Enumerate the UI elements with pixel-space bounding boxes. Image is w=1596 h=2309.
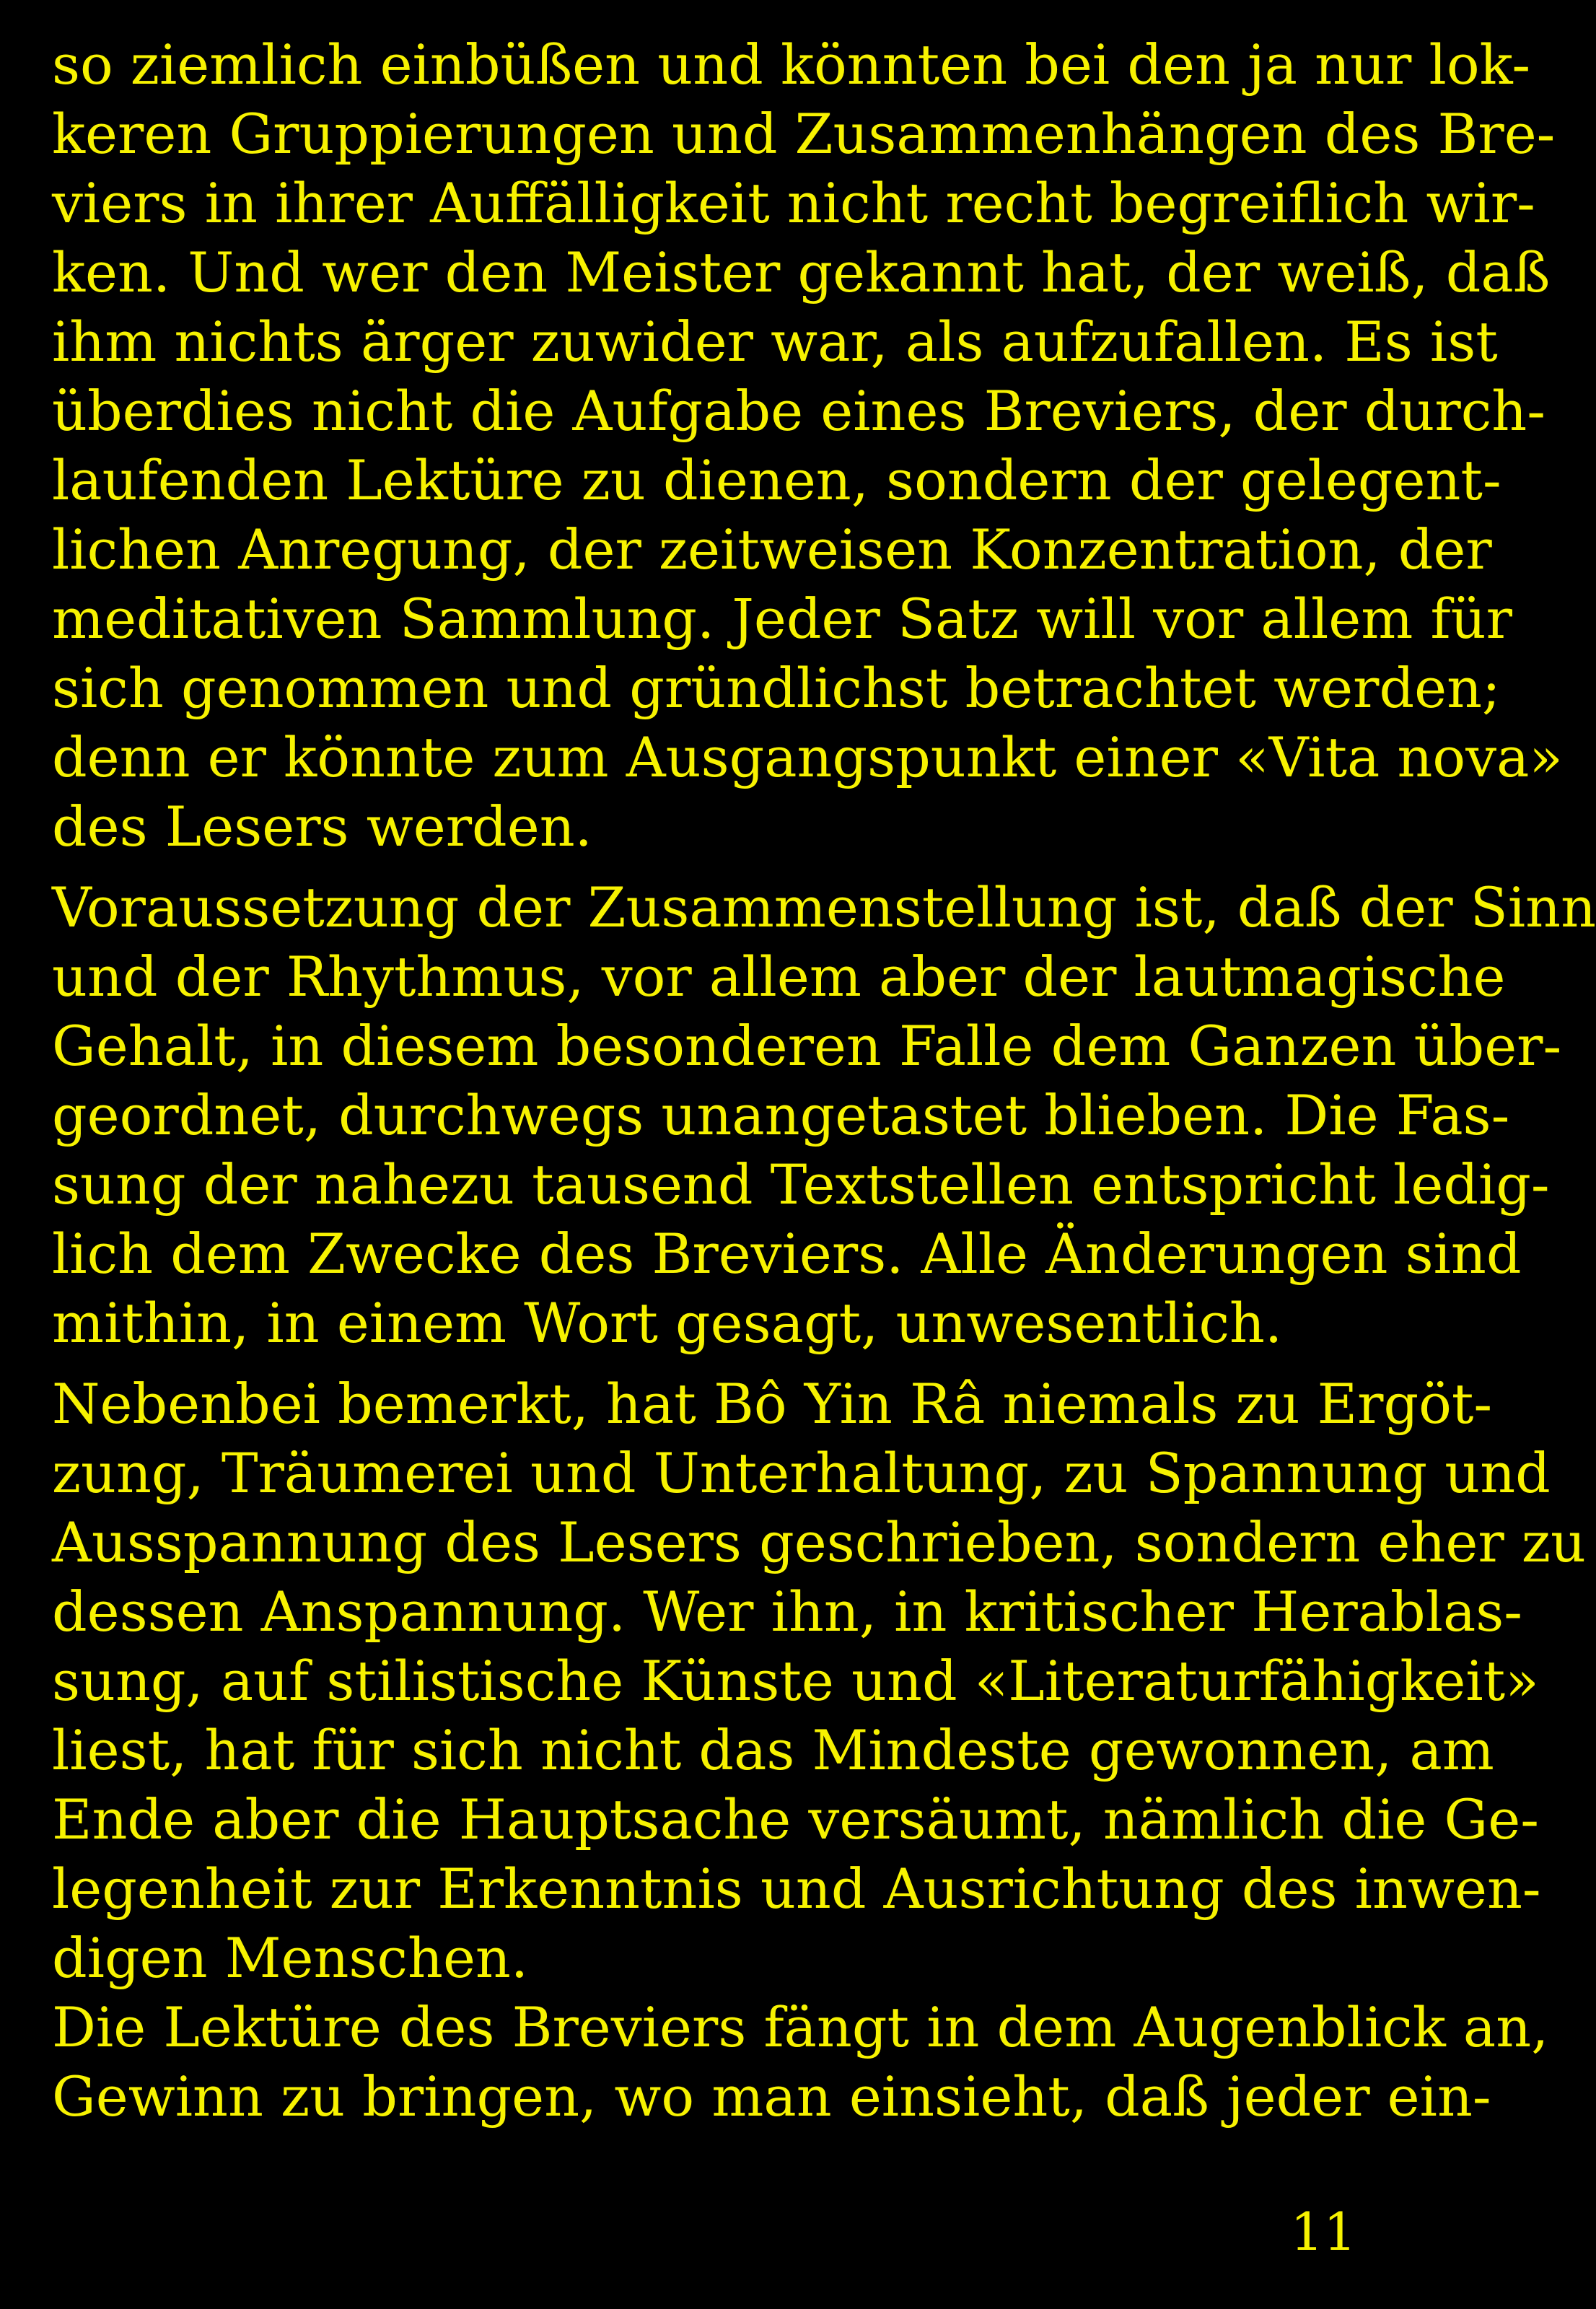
text-line: sung, auf stilistische Künste und «Literaturfähigkeit» bbox=[52, 1649, 1539, 1713]
text-line: und der Rhythmus, vor allem aber der lautmagische bbox=[52, 945, 1506, 1009]
text-line: keren Gruppierungen und Zusammenhängen des Bre- bbox=[52, 102, 1556, 166]
text-line: sich genommen und gründlichst betrachtet werden; bbox=[52, 656, 1501, 720]
text-line: ihm nichts ärger zuwider war, als aufzufallen. Es ist bbox=[52, 310, 1498, 374]
text-line: Gewinn zu bringen, wo man einsieht, daß jeder ein- bbox=[52, 2064, 1491, 2129]
text-line: viers in ihrer Auffälligkeit nicht recht begreiflich wir- bbox=[52, 171, 1535, 235]
text-line: Ausspannung des Lesers geschrieben, sondern eher zu bbox=[52, 1510, 1586, 1574]
text-line: zung, Träumerei und Unterhaltung, zu Spannung und bbox=[52, 1441, 1551, 1505]
page-number: 11 bbox=[1290, 2201, 1356, 2262]
text-line: Voraussetzung der Zusammenstellung ist, daß der Sinn bbox=[52, 875, 1596, 939]
text-line: ken. Und wer den Meister gekannt hat, der weiß, daß bbox=[52, 240, 1551, 304]
text-line: so ziemlich einbüßen und könnten bei den ja nur lok- bbox=[52, 32, 1530, 97]
text-line: Die Lektüre des Breviers fängt in dem Augenblick an, bbox=[52, 1995, 1549, 2059]
text-line: meditativen Sammlung. Jeder Satz will vor allem für bbox=[52, 587, 1512, 651]
text-line: lich dem Zwecke des Breviers. Alle Änderungen sind bbox=[52, 1222, 1522, 1286]
text-line: Ende aber die Hauptsache versäumt, nämlich die Ge- bbox=[52, 1787, 1539, 1852]
text-line: des Lesers werden. bbox=[52, 794, 592, 859]
text-line: dessen Anspannung. Wer ihn, in kritischer Herablas- bbox=[52, 1580, 1522, 1644]
text-line: sung der nahezu tausend Textstellen entspricht ledig- bbox=[52, 1152, 1550, 1217]
text-line: laufenden Lektüre zu dienen, sondern der gelegent- bbox=[52, 448, 1501, 512]
text-line: liest, hat für sich nicht das Mindeste gewonnen, am bbox=[52, 1718, 1494, 1782]
text-line: digen Menschen. bbox=[52, 1926, 529, 1990]
text-line: Nebenbei bemerkt, hat Bô Yin Râ niemals zu Ergöt- bbox=[52, 1372, 1493, 1436]
text-line: überdies nicht die Aufgabe eines Breviers, der durch- bbox=[52, 379, 1545, 443]
text-line: geordnet, durchwegs unangetastet blieben. Die Fas- bbox=[52, 1083, 1510, 1147]
text-line: denn er könnte zum Ausgangspunkt einer «Vita nova» bbox=[52, 725, 1563, 789]
text-line: legenheit zur Erkenntnis und Ausrichtung des inwen- bbox=[52, 1857, 1541, 1921]
text-line: Gehalt, in diesem besonderen Falle dem Ganzen über- bbox=[52, 1014, 1562, 1078]
text-line: lichen Anregung, der zeitweisen Konzentration, der bbox=[52, 517, 1492, 582]
text-line: mithin, in einem Wort gesagt, unwesentlich. bbox=[52, 1291, 1283, 1355]
